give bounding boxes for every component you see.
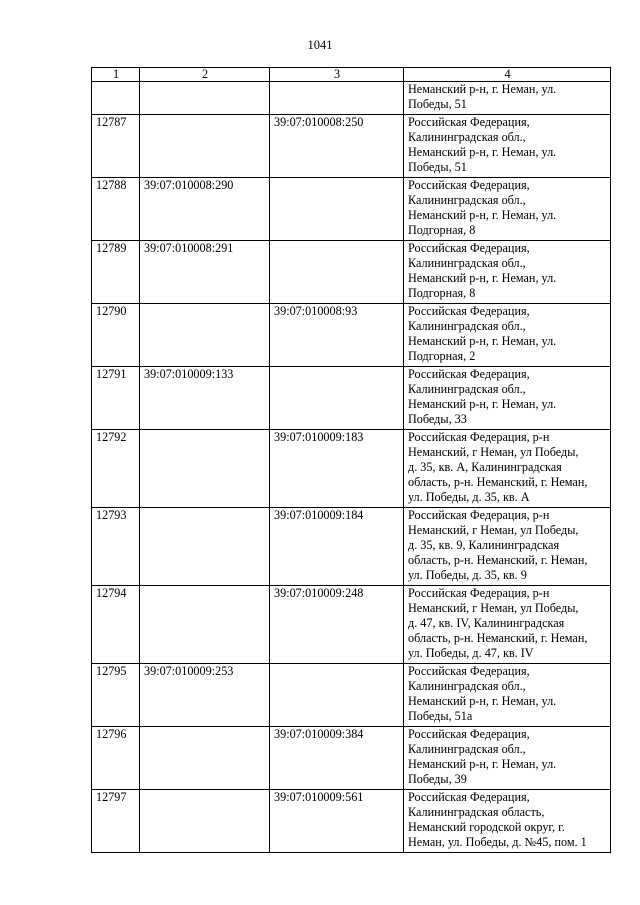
- page-number: 1041: [307, 38, 333, 52]
- address-line: Калининградская обл.,: [408, 256, 526, 270]
- address-line: Неманский р-н, г. Неман, ул.: [408, 208, 557, 222]
- cadastral-number-col2: [140, 586, 270, 664]
- cadastral-number-col3: [270, 178, 404, 241]
- address-cell: [404, 664, 611, 727]
- address-line: д. 35, кв. 9, Калининградская: [408, 538, 560, 552]
- cadastral-number-col3: [270, 664, 404, 727]
- table-row: [92, 508, 611, 586]
- record-number: 12787: [92, 115, 140, 178]
- address-line: область, р-н. Неманский, г. Неман,: [408, 475, 588, 489]
- table-row: [92, 727, 611, 790]
- table-header: [92, 68, 611, 82]
- cadastral-number-col2: [140, 508, 270, 586]
- cadastral-number-col3: 39:07:010009:561: [270, 790, 404, 853]
- table-body: [92, 82, 611, 853]
- table-row: [92, 115, 611, 178]
- cadastral-number-col2: [140, 115, 270, 178]
- address-line: Российская Федерация,: [408, 664, 530, 678]
- address-line: д. 35, кв. А, Калининградская: [408, 460, 562, 474]
- cadastral-number-col3: 39:07:010009:384: [270, 727, 404, 790]
- header-row: [92, 68, 611, 82]
- record-number: 12788: [92, 178, 140, 241]
- address-line: область, р-н. Неманский, г. Неман,: [408, 553, 588, 567]
- header-col-3: 3: [270, 68, 404, 82]
- address-line: Подгорная, 8: [408, 286, 476, 300]
- address-line: Неманский городской округ, г.: [408, 820, 565, 834]
- record-number: [92, 82, 140, 115]
- address-line: ул. Победы, д. 47, кв. IV: [408, 646, 534, 660]
- address-line: Российская Федерация,: [408, 367, 530, 381]
- cadastral-number-col3: 39:07:010009:248: [270, 586, 404, 664]
- address-line: ул. Победы, д. 35, кв. 9: [408, 568, 527, 582]
- address-line: Калининградская обл.,: [408, 130, 526, 144]
- record-number: 12796: [92, 727, 140, 790]
- address-line: Подгорная, 2: [408, 349, 476, 363]
- address-line: область, р-н. Неманский, г. Неман,: [408, 631, 588, 645]
- address-cell: [404, 586, 611, 664]
- address-line: Победы, 33: [408, 412, 467, 426]
- address-line: Неманский р-н, г. Неман, ул.: [408, 271, 557, 285]
- header-col-1: 1: [92, 68, 140, 82]
- cadastral-number-col3: [270, 82, 404, 115]
- table-row: [92, 664, 611, 727]
- cadastral-number-col3: [270, 241, 404, 304]
- address-line: Российская Федерация, р-н: [408, 508, 550, 522]
- address-cell: [404, 178, 611, 241]
- address-cell: [404, 367, 611, 430]
- table-row: [92, 241, 611, 304]
- address-line: Калининградская обл.,: [408, 193, 526, 207]
- registry-table: [91, 67, 611, 853]
- address-cell: [404, 82, 611, 115]
- cadastral-number-col2: [140, 430, 270, 508]
- address-line: д. 47, кв. IV, Калининградская: [408, 616, 565, 630]
- header-col-2: 2: [140, 68, 270, 82]
- cadastral-number-col3: 39:07:010008:93: [270, 304, 404, 367]
- header-col-4: 4: [404, 68, 611, 82]
- address-line: Российская Федерация,: [408, 790, 530, 804]
- address-cell: [404, 115, 611, 178]
- address-line: Российская Федерация,: [408, 727, 530, 741]
- address-line: Российская Федерация, р-н: [408, 586, 550, 600]
- cadastral-number-col3: 39:07:010008:250: [270, 115, 404, 178]
- address-line: Неманский р-н, г. Неман, ул.: [408, 694, 557, 708]
- record-number: 12789: [92, 241, 140, 304]
- table-row: [92, 586, 611, 664]
- address-cell: [404, 727, 611, 790]
- address-line: Российская Федерация,: [408, 178, 530, 192]
- address-line: Победы, 51: [408, 160, 467, 174]
- record-number: 12790: [92, 304, 140, 367]
- table-row: [92, 178, 611, 241]
- address-line: Калининградская обл.,: [408, 382, 526, 396]
- record-number: 12793: [92, 508, 140, 586]
- record-number: 12791: [92, 367, 140, 430]
- record-number: 12794: [92, 586, 140, 664]
- address-cell: [404, 790, 611, 853]
- address-line: Калининградская обл.,: [408, 742, 526, 756]
- address-line: Неманский, г Неман, ул Победы,: [408, 523, 579, 537]
- cadastral-number-col3: 39:07:010009:184: [270, 508, 404, 586]
- address-cell: [404, 430, 611, 508]
- address-line: Неманский р-н, г. Неман, ул.: [408, 757, 557, 771]
- address-cell: [404, 241, 611, 304]
- address-line: Неманский р-н, г. Неман, ул.: [408, 397, 557, 411]
- address-line: Калининградская область,: [408, 805, 545, 819]
- address-line: Российская Федерация,: [408, 115, 530, 129]
- cadastral-number-col2: 39:07:010009:133: [140, 367, 270, 430]
- address-line: Победы, 51а: [408, 709, 473, 723]
- cadastral-number-col2: [140, 790, 270, 853]
- cadastral-number-col2: 39:07:010008:291: [140, 241, 270, 304]
- address-line: Неман, ул. Победы, д. №45, пом. 1: [408, 835, 587, 849]
- table-row: [92, 367, 611, 430]
- table-row: [92, 790, 611, 853]
- address-line: Неманский р-н, г. Неман, ул.: [408, 334, 557, 348]
- cadastral-number-col2: [140, 304, 270, 367]
- cadastral-number-col3: 39:07:010009:183: [270, 430, 404, 508]
- address-line: Российская Федерация,: [408, 304, 530, 318]
- cadastral-number-col2: [140, 82, 270, 115]
- cadastral-number-col2: 39:07:010008:290: [140, 178, 270, 241]
- address-cell: [404, 508, 611, 586]
- address-line: Неманский р-н, г. Неман, ул.: [408, 145, 557, 159]
- address-line: Калининградская обл.,: [408, 319, 526, 333]
- address-line: Неманский, г Неман, ул Победы,: [408, 445, 579, 459]
- table-row: [92, 82, 611, 115]
- table-row: [92, 430, 611, 508]
- cadastral-number-col3: [270, 367, 404, 430]
- address-line: Калининградская обл.,: [408, 679, 526, 693]
- address-line: Победы, 51: [408, 97, 467, 111]
- cadastral-number-col2: [140, 727, 270, 790]
- record-number: 12792: [92, 430, 140, 508]
- address-line: Неманский р-н, г. Неман, ул.: [408, 82, 557, 96]
- address-line: ул. Победы, д. 35, кв. А: [408, 490, 530, 504]
- address-line: Победы, 39: [408, 772, 467, 786]
- table-row: [92, 304, 611, 367]
- address-line: Подгорная, 8: [408, 223, 476, 237]
- address-line: Российская Федерация,: [408, 241, 530, 255]
- record-number: 12795: [92, 664, 140, 727]
- address-line: Российская Федерация, р-н: [408, 430, 550, 444]
- address-line: Неманский, г Неман, ул Победы,: [408, 601, 579, 615]
- address-cell: [404, 304, 611, 367]
- cadastral-number-col2: 39:07:010009:253: [140, 664, 270, 727]
- record-number: 12797: [92, 790, 140, 853]
